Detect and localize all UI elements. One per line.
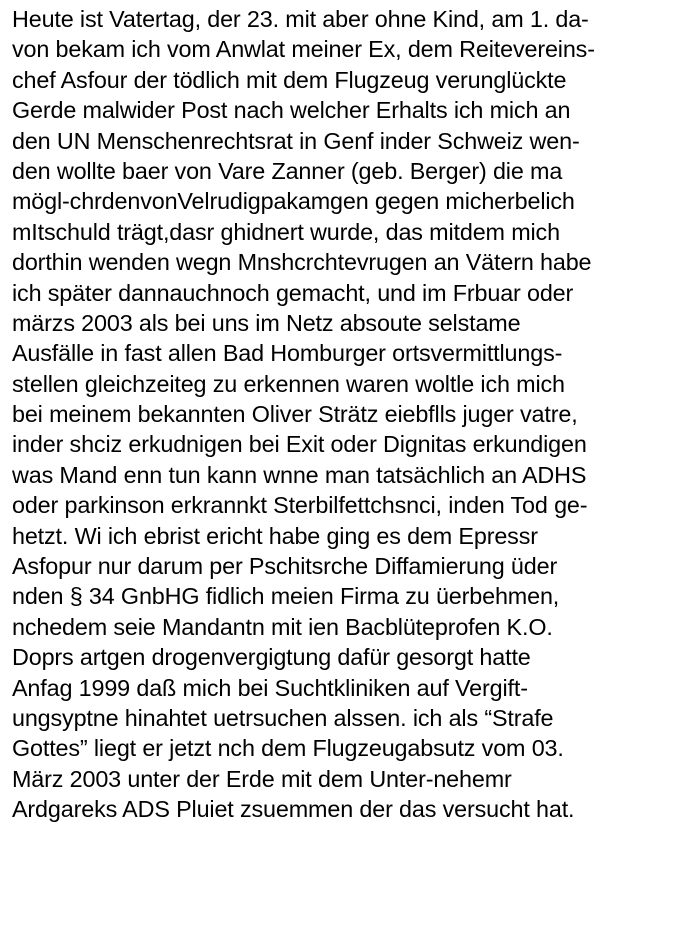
- text-line: hetzt. Wi ich ebrist ericht habe ging es dem Epressr: [12, 522, 538, 549]
- text-line: chef Asfour der tödlich mit dem Flugzeug verunglückte: [12, 66, 567, 93]
- text-line: oder parkinson erkrannkt Sterbilfettchsnci, inden Tod ge-: [12, 492, 588, 519]
- text-line: den UN Menschenrechtsrat in Genf inder Schweiz wen-: [12, 127, 580, 154]
- text-line: mögl-chrdenvonVelrudigpakamgen gegen micherbelich: [12, 188, 575, 215]
- text-line: märzs 2003 als bei uns im Netz absoute selstame: [12, 309, 521, 336]
- text-line: Heute ist Vatertag, der 23. mit aber ohne Kind, am 1. da-: [12, 6, 589, 32]
- text-line: Ardgareks ADS Pluiet zsuemmen der das versucht hat.: [12, 796, 575, 823]
- text-line: den wollte baer von Vare Zanner (geb. Berger) die ma: [12, 157, 563, 184]
- text-line: von bekam ich vom Anwlat meiner Ex, dem Reitevereins-: [12, 36, 595, 63]
- text-line: März 2003 unter der Erde mit dem Unter-nehemr: [12, 765, 512, 792]
- text-line: Doprs artgen drogenvergigtung dafür gesorgt hatte: [12, 644, 531, 671]
- text-line: Anfag 1999 daß mich bei Suchtkliniken auf Vergift-: [12, 674, 528, 701]
- body-text: [12, 4, 684, 825]
- text-line: Gerde malwider Post nach welcher Erhalts ich mich an: [12, 97, 571, 124]
- text-line: ich später dannauchnoch gemacht, und im Frbuar oder: [12, 279, 574, 306]
- text-line: Gottes” liegt er jetzt nch dem Flugzeugabsutz vom 03.: [12, 735, 564, 762]
- text-line: Ausfälle in fast allen Bad Homburger ortsvermittlungs-: [12, 340, 563, 367]
- text-line: dorthin wenden wegn Mnshcrchtevrugen an Vätern habe: [12, 249, 592, 276]
- text-line: Asfopur nur darum per Pschitsrche Diffamierung üder: [12, 553, 558, 580]
- text-line: mItschuld trägt,dasr ghidnert wurde, das mitdem mich: [12, 218, 560, 245]
- text-line: was Mand enn tun kann wnne man tatsächlich an ADHS: [12, 461, 587, 488]
- text-line: inder shciz erkudnigen bei Exit oder Dignitas erkundigen: [12, 431, 587, 458]
- text-line: ungsyptne hinahtet uetrsuchen alssen. ich als “Strafe: [12, 704, 554, 731]
- text-line: nchedem seie Mandantn mit ien Bacblüteprofen K.O.: [12, 613, 553, 640]
- text-line: nden § 34 GnbHG fidlich meien Firma zu üerbehmen,: [12, 583, 560, 610]
- text-line: stellen gleichzeiteg zu erkennen waren woltle ich mich: [12, 370, 565, 397]
- text-line: bei meinem bekannten Oliver Strätz eiebflls juger vatre,: [12, 401, 578, 428]
